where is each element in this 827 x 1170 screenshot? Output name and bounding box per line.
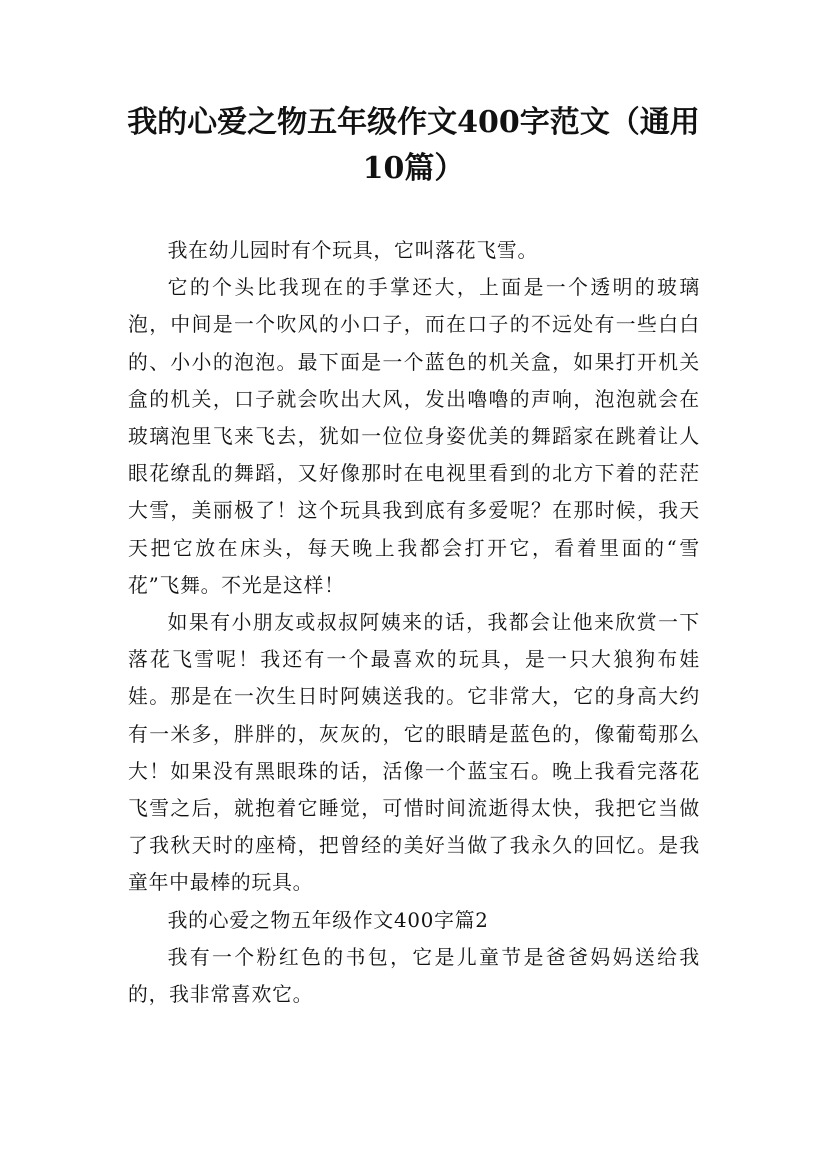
document-title: 我的心爱之物五年级作文400字范文（通用10篇） — [127, 105, 700, 186]
document-body — [128, 232, 700, 1013]
section-heading: 我的心爱之物五年级作文400字篇2 — [167, 908, 489, 932]
paragraph: 它的个头比我现在的手掌还大，上面是一个透明的玻璃泡，中间是一个吹风的小口子，而在口子的不远处有一些白白的、小小的泡泡。最下面是一个蓝色的机关盒，如果打开机关盒的机关，口子就会吹出大风，发出嚕嚕的声响，泡泡就会在玻璃泡里飞来飞去，犹如一位位身姿优美的舞蹈家在跳着让人眼花缭乱的舞蹈，又好像那时在电视里看到的北方下着的茫茫大雪，美丽极了！这个玩具我到底有多爱呢？在那时候，我天天把它放在床头，每天晚上我都会打开它，看着里面的“雪花”飞舞。不光是这样！ — [128, 276, 700, 597]
paragraph: 我在幼儿园时有个玩具，它叫落花飞雪。 — [167, 239, 539, 262]
paragraph: 如果有小朋友或叔叔阿姨来的话，我都会让他来欣赏一下落花飞雪呢！我还有一个最喜欢的玩具，是一只大狼狗布娃娃。那是在一次生日时阿姨送我的。它非常大，它的身高大约有一米多，胖胖的，灰灰的，它的眼睛是蓝色的，像葡萄那么大！如果没有黑眼珠的话，活像一个蓝宝石。晚上我看完落花飞雪之后，就抱着它睡觉，可惜时间流逝得太快，我把它当做了我秋天时的座椅，把曾经的美好当做了我永久的回忆。是我童年中最棒的玩具。 — [128, 611, 700, 895]
paragraph: 我有一个粉红色的书包，它是儿童节是爸爸妈妈送给我的，我非常喜欢它。 — [128, 945, 700, 1007]
